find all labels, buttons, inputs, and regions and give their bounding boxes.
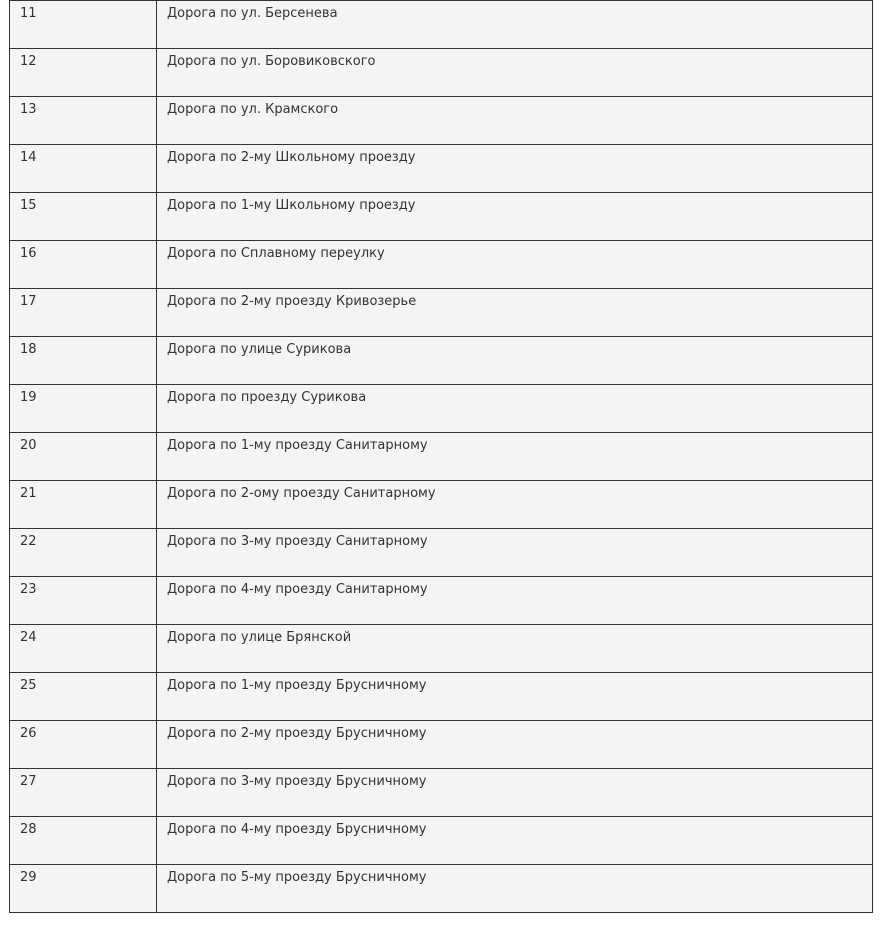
row-number: 20 [10,433,157,481]
row-number: 15 [10,193,157,241]
road-name: Дорога по 2-му проезду Кривозерье [157,289,873,337]
road-name: Дорога по ул. Боровиковского [157,49,873,97]
table-row [10,673,873,721]
road-name: Дорога по проезду Сурикова [157,385,873,433]
row-number: 27 [10,769,157,817]
road-name: Дорога по 1-му проезду Брусничному [157,673,873,721]
table-row [10,241,873,289]
table-row [10,145,873,193]
roads-table-container [9,0,872,913]
row-number: 22 [10,529,157,577]
row-number: 14 [10,145,157,193]
road-name: Дорога по 1-му Школьному проезду [157,193,873,241]
row-number: 25 [10,673,157,721]
row-number: 23 [10,577,157,625]
row-number: 11 [10,1,157,49]
table-row [10,193,873,241]
row-number: 26 [10,721,157,769]
row-number: 21 [10,481,157,529]
row-number: 16 [10,241,157,289]
row-number: 19 [10,385,157,433]
road-name: Дорога по 3-му проезду Санитарному [157,529,873,577]
road-name: Дорога по ул. Берсенева [157,1,873,49]
table-row [10,337,873,385]
table-row [10,97,873,145]
road-name: Дорога по 2-му Школьному проезду [157,145,873,193]
table-row [10,49,873,97]
row-number: 28 [10,817,157,865]
table-row [10,577,873,625]
row-number: 12 [10,49,157,97]
road-name: Дорога по 4-му проезду Санитарному [157,577,873,625]
table-row [10,721,873,769]
row-number: 24 [10,625,157,673]
table-row [10,625,873,673]
table-row [10,817,873,865]
road-name: Дорога по 2-ому проезду Санитарному [157,481,873,529]
roads-table-body [10,1,873,913]
roads-table [9,0,873,913]
table-row [10,289,873,337]
road-name: Дорога по улице Сурикова [157,337,873,385]
road-name: Дорога по улице Брянской [157,625,873,673]
row-number: 13 [10,97,157,145]
row-number: 18 [10,337,157,385]
table-row [10,1,873,49]
road-name: Дорога по Сплавному переулку [157,241,873,289]
road-name: Дорога по 2-му проезду Брусничному [157,721,873,769]
table-row [10,529,873,577]
road-name: Дорога по 5-му проезду Брусничному [157,865,873,913]
road-name: Дорога по ул. Крамского [157,97,873,145]
road-name: Дорога по 4-му проезду Брусничному [157,817,873,865]
row-number: 17 [10,289,157,337]
row-number: 29 [10,865,157,913]
table-row [10,481,873,529]
table-row [10,385,873,433]
road-name: Дорога по 3-му проезду Брусничному [157,769,873,817]
table-row [10,769,873,817]
road-name: Дорога по 1-му проезду Санитарному [157,433,873,481]
table-row [10,865,873,913]
table-row [10,433,873,481]
